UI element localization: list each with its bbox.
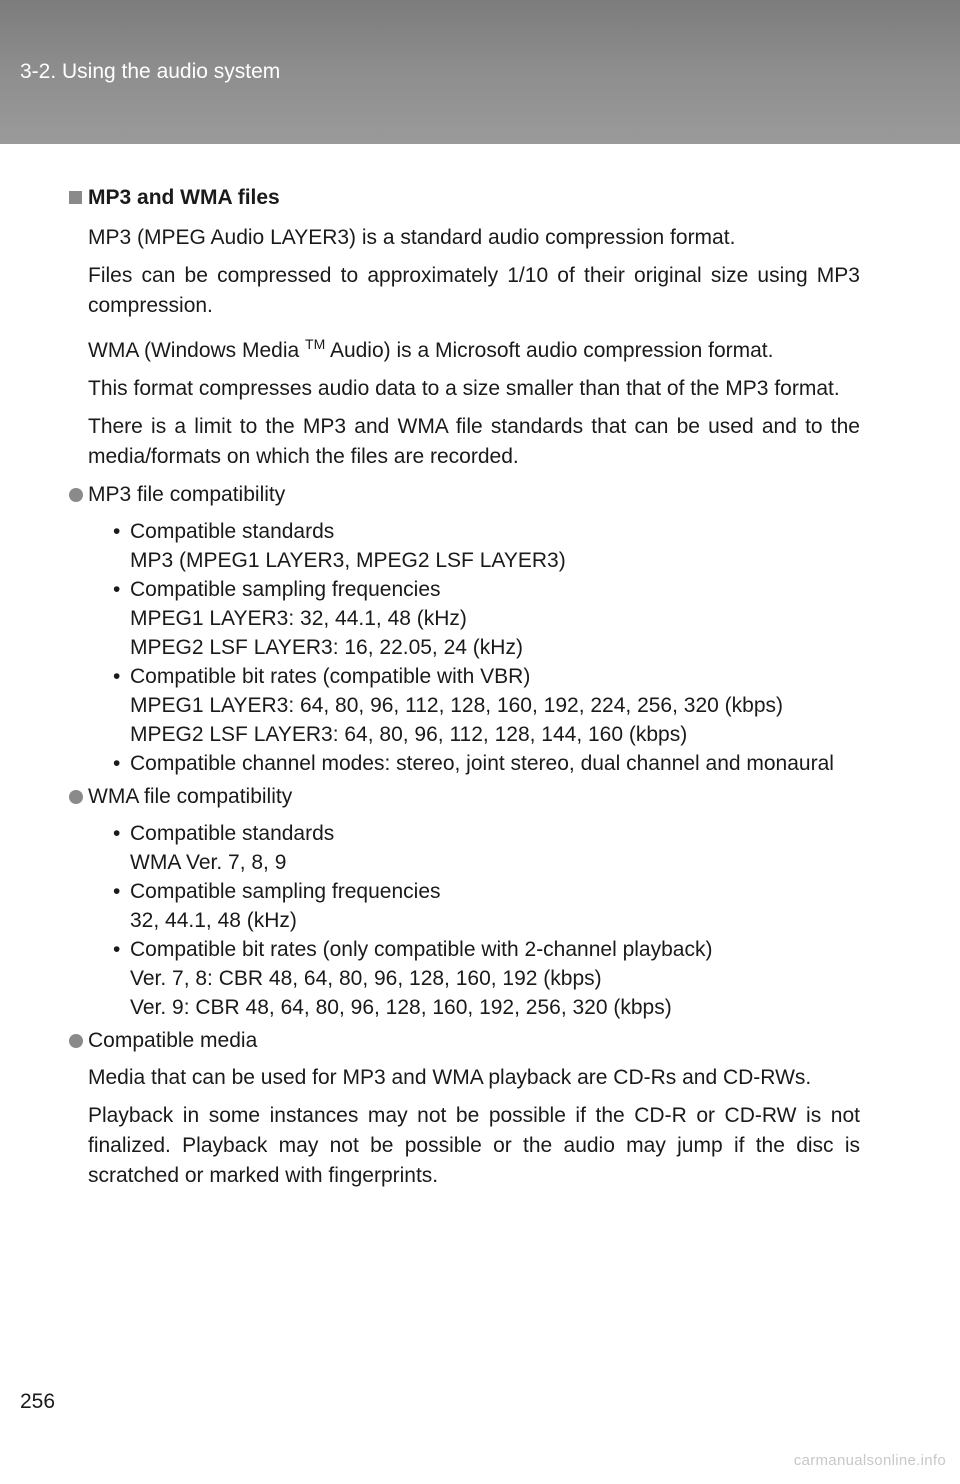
paragraph: Files can be compressed to approximately 1/10 of their original size using MP3 compression. [88,264,860,317]
mp3-spec-list [88,517,860,778]
watermark: carmanualsonline.info [793,1452,946,1469]
list-item: • Compatible standards MP3 (MPEG1 LAYER3, MPEG2 LSF LAYER3) [88,517,860,575]
list-item: • Compatible sampling frequencies MPEG1 LAYER3: 32, 44.1, 48 (kHz) MPEG2 LSF LAYER3: 16, 22.05, 24 (kHz) [88,575,860,662]
bullet-dot: • [113,938,121,961]
paragraph-wma: WMA (Windows Media ™ Audio) is a Microsoft audio compression format. [88,336,774,362]
list-item: • Compatible bit rates (compatible with VBR) MPEG1 LAYER3: 64, 80, 96, 112, 128, 160, 192, 224, 256, 320 (kbps) MPEG2 LSF LAYER3: 64, 80, 96, 112, 128, 144, 160 (kbps) [88,662,860,749]
bullet-dot: • [113,578,121,601]
list-item: • Compatible channel modes: stereo, joint stereo, dual channel and monaural [88,749,860,778]
paragraph: This format compresses audio data to a size smaller than that of the MP3 format. [88,377,840,400]
page-number: 256 [20,1390,56,1413]
circle-bullet-icon [69,790,83,804]
sub-heading-wma: WMA file compatibility [88,782,860,812]
circle-bullet-icon [69,488,83,502]
bullet-dot: • [113,752,121,775]
list-item: • Compatible standards WMA Ver. 7, 8, 9 [88,819,860,877]
section-title: 3-2. Using the audio system [20,60,281,83]
bullet-dot: • [113,880,121,903]
bullet-dot: • [113,665,121,688]
paragraph: There is a limit to the MP3 and WMA file standards that can be used and to the media/formats on which the files are recorded. [88,415,860,468]
section-heading [88,183,860,213]
square-bullet-icon [69,191,82,204]
section-heading-text: MP3 and WMA files [88,186,280,209]
list-item: • Compatible bit rates (only compatible with 2-channel playback) Ver. 7, 8: CBR 48, 64, 80, 96, 128, 160, 192 (kbps) Ver. 9: CBR 48, 64, 80, 96, 128, 160, 192, 256, 320 (kbps) [88,935,860,1022]
bullet-dot: • [113,822,121,845]
list-item: • Compatible sampling frequencies 32, 44.1, 48 (kHz) [88,877,860,935]
wma-spec-list [88,819,860,1022]
trademark-superscript: TM [305,336,326,352]
bullet-dot: • [113,520,121,543]
sub-heading-media: Compatible media [88,1026,860,1056]
circle-bullet-icon [69,1034,83,1048]
paragraph: Media that can be used for MP3 and WMA playback are CD-Rs and CD-RWs. [88,1066,812,1089]
page-content [88,183,860,1199]
sub-heading-mp3: MP3 file compatibility [88,480,860,510]
paragraph: MP3 (MPEG Audio LAYER3) is a standard audio compression format. [88,226,736,249]
page-header [0,0,960,144]
paragraph: Playback in some instances may not be possible if the CD-R or CD-RW is not finalized. Playback may not be possible or the audio may jump if the disc is scratched or marked with fingerprints. [88,1104,860,1187]
